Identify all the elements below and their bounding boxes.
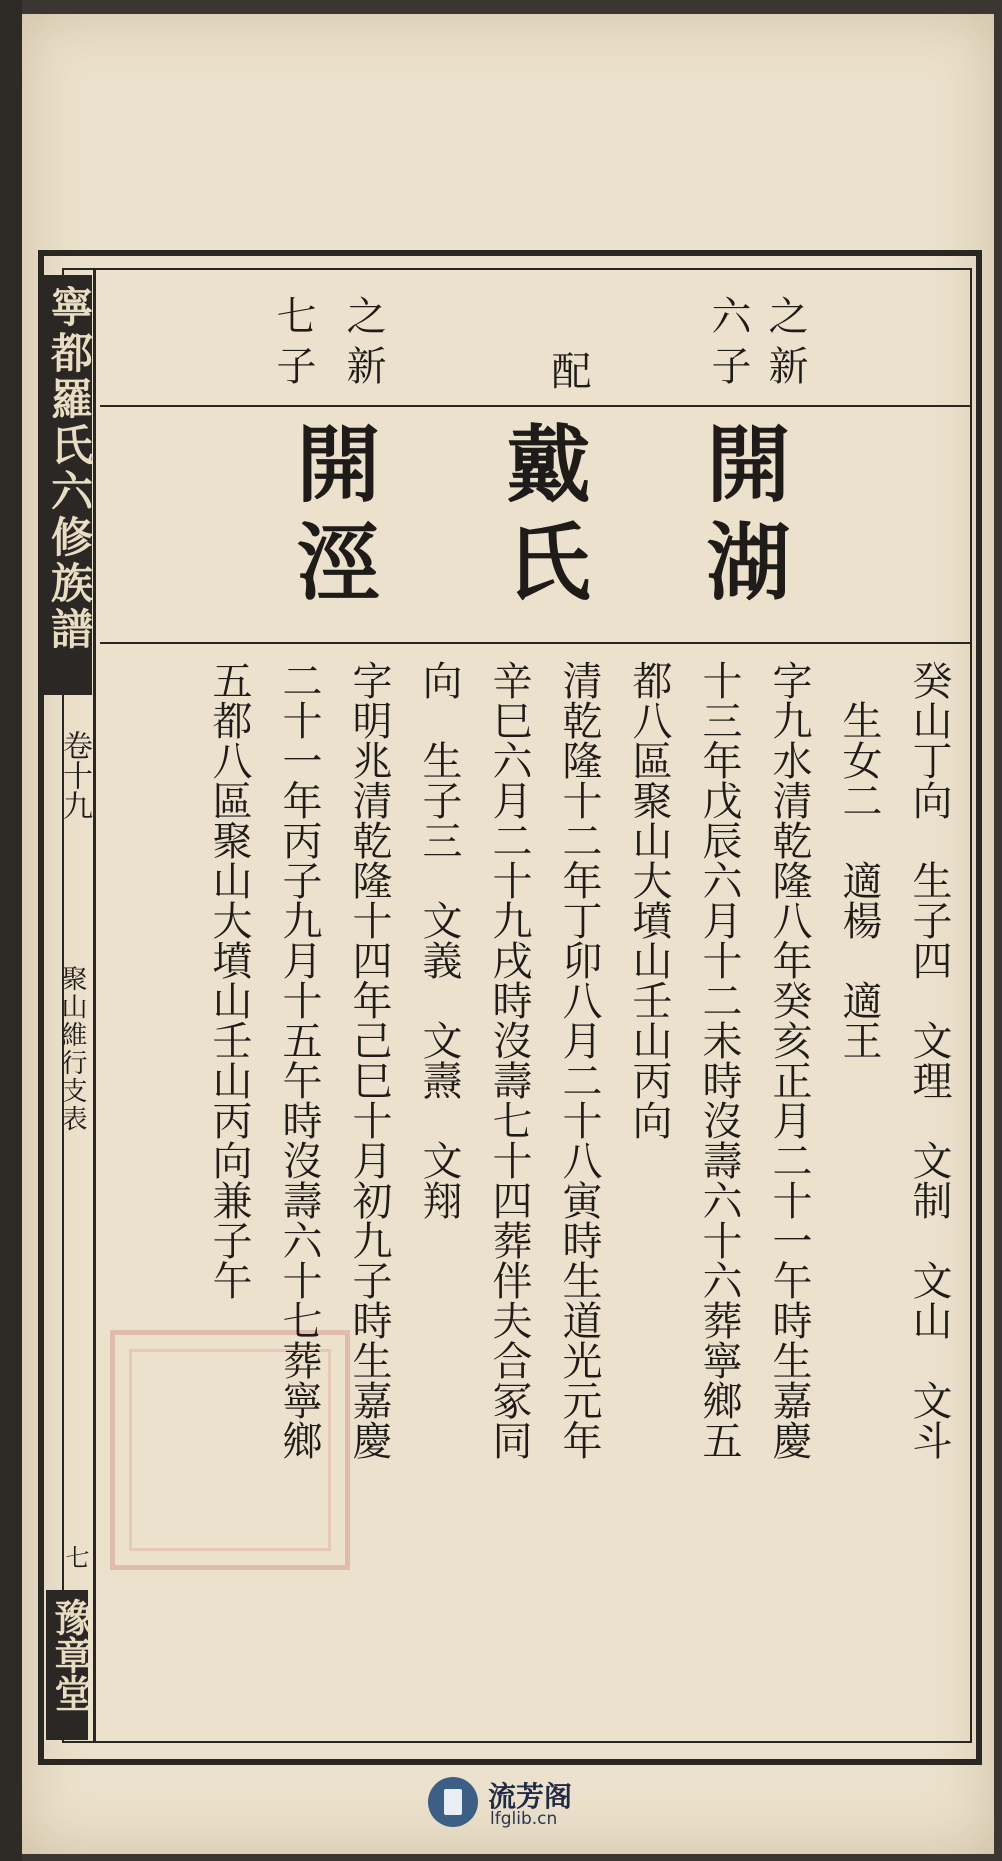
label-left-2: 七子 — [270, 295, 316, 395]
book-icon — [428, 1777, 478, 1827]
name-kaijing: 開涇 — [283, 420, 382, 616]
text-column-9: 字明兆清乾隆十四年己巳十月初九子時生嘉慶 — [346, 660, 392, 1460]
text-column-3: 字九水清乾隆八年癸亥正月二十一午時生嘉慶 — [766, 660, 812, 1460]
spine-section: 聚山維行支表 — [57, 965, 87, 1133]
watermark-name: 流芳阁 — [488, 1780, 573, 1813]
label-middle: 配 — [545, 350, 591, 400]
text-column-10: 二十一年丙子九月十五午時沒壽六十七葬寧鄉 — [276, 660, 322, 1460]
binding-edge — [0, 0, 22, 1861]
spine-page-number: 七 — [61, 1545, 89, 1569]
watermark-url: lfglib.cn — [490, 1809, 558, 1829]
rule-names — [100, 642, 970, 644]
text-column-8: 向 生子三 文義 文燾 文翔 — [416, 660, 462, 1220]
label-left-1: 之新 — [340, 295, 386, 395]
label-right-1: 之新 — [762, 295, 808, 395]
text-column-11: 五都八區聚山大墳山壬山丙向兼子午 — [206, 660, 252, 1300]
text-column-6: 清乾隆十二年丁卯八月二十八寅時生道光元年 — [556, 660, 602, 1460]
spine-volume: 卷十九 — [57, 730, 92, 820]
text-column-2: 生女二 適楊 適王 — [836, 660, 882, 1060]
spine-hall-block — [46, 1590, 93, 1740]
name-kaihu: 開湖 — [693, 420, 792, 616]
text-column-7: 辛巳六月二十九戌時沒壽七十四葬伴夫合冢同 — [486, 660, 532, 1460]
text-column-5: 都八區聚山大墳山壬山丙向 — [626, 660, 672, 1140]
text-column-1: 癸山丁向 生子四 文理 文制 文山 文斗 — [906, 660, 952, 1460]
rule-top — [100, 405, 970, 407]
name-daishi: 戴氏 — [493, 420, 592, 616]
spine-title-block — [44, 275, 92, 695]
spine-hall-name: 豫章堂 — [48, 1598, 93, 1712]
text-column-4: 十三年戊辰六月十二未時沒壽六十六葬寧鄉五 — [696, 660, 742, 1460]
spine-title: 寧都羅氏六修族譜 — [45, 285, 94, 653]
label-right-2: 六子 — [705, 295, 751, 395]
watermark-logo — [428, 1775, 608, 1831]
